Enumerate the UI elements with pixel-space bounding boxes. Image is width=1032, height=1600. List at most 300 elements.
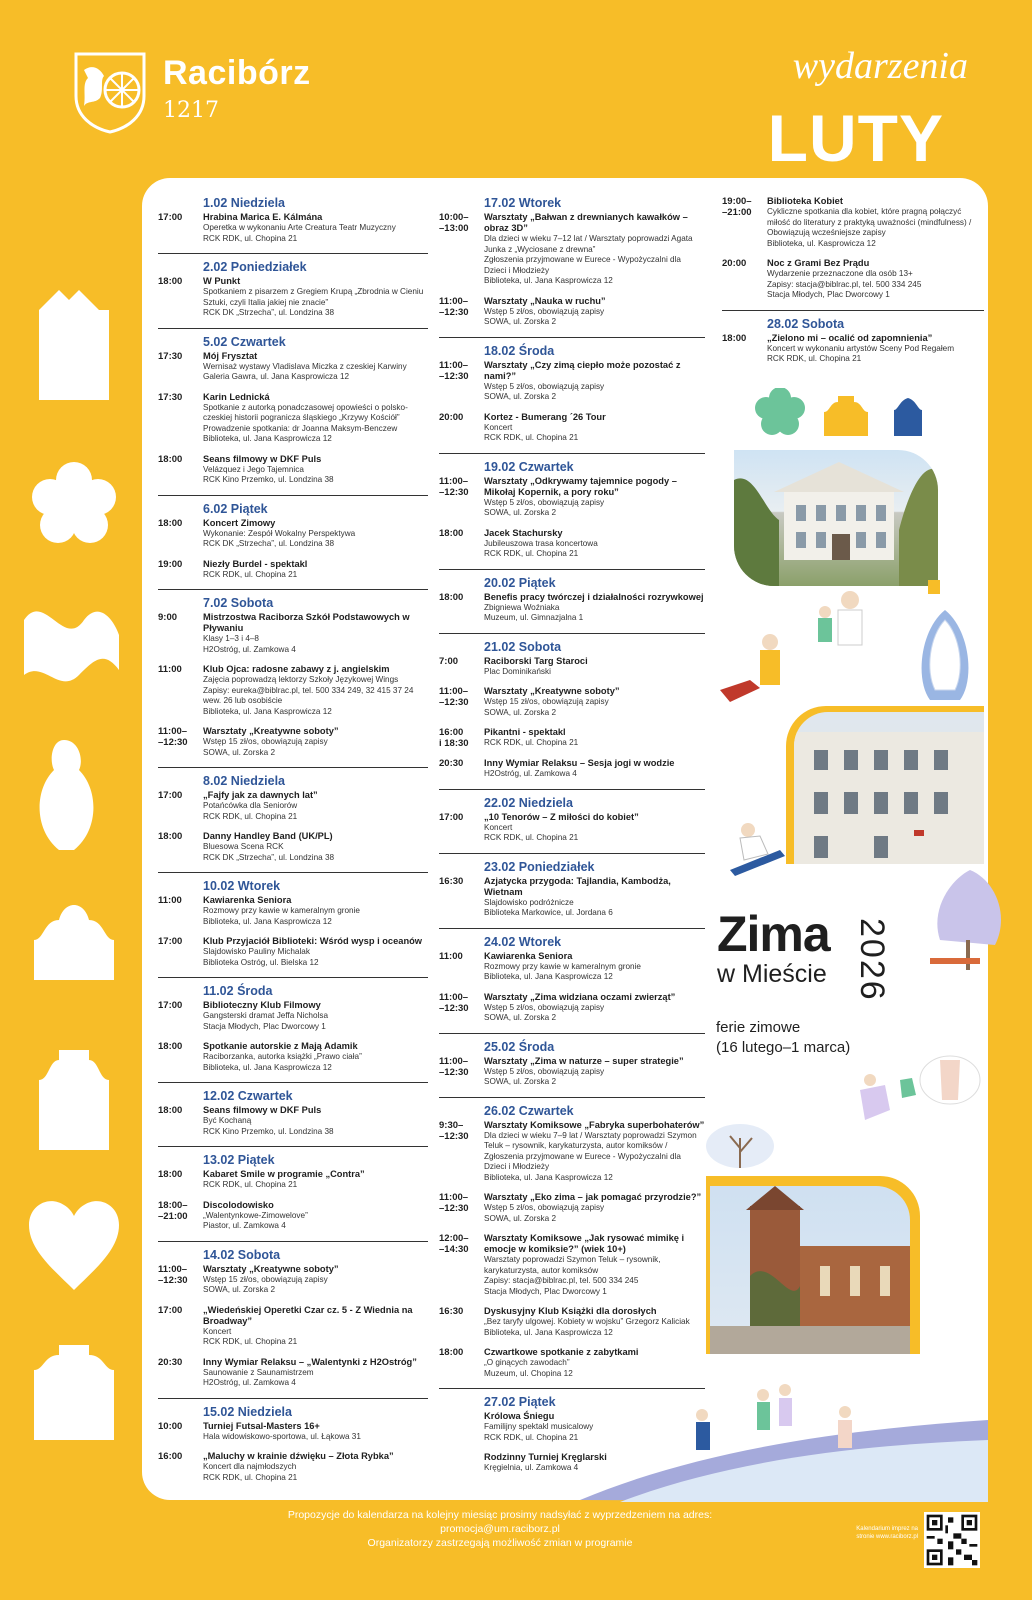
event-body — [484, 360, 705, 403]
event-detail: Wstęp 15 zł/os, obowiązują zapisy — [203, 1274, 328, 1284]
event-title: Biblioteczny Klub Filmowy — [203, 1000, 321, 1010]
event-time: 18:00 — [439, 527, 464, 539]
event-body — [203, 559, 428, 581]
event-detail: RCK RDK, ul. Chopina 21 — [484, 833, 579, 842]
event-title: Raciborski Targ Staroci — [484, 655, 588, 666]
event-detail: Rozmowy przy kawie w kameralnym gronie — [203, 906, 360, 915]
day-block — [158, 495, 428, 581]
event-body — [203, 895, 428, 927]
event-detail: „Bez taryfy ulgowej. Kobiety w wojsku” Grzegorz Kaliciak — [484, 1317, 690, 1326]
event-item[interactable] — [439, 1056, 705, 1088]
event-body — [203, 392, 428, 445]
event-detail: Potańcówka dla Seniorów — [203, 801, 298, 810]
event-time: 11:00– –12:30 — [439, 1192, 469, 1214]
event-body — [484, 727, 705, 749]
event-detail: RCK DK „Strzecha”, ul. Londzina 38 — [203, 539, 335, 548]
event-title: Benefis pracy twórczej i działalności rozrywkowej — [484, 591, 704, 602]
event-title: Kortez - Bumerang ´26 Tour — [484, 411, 606, 422]
event-title: Niezły Burdel - spektakl — [203, 558, 308, 569]
photo-church — [706, 1176, 920, 1354]
event-body — [203, 1200, 428, 1232]
events-column-3 — [722, 190, 984, 374]
event-title: Królowa Śniegu — [484, 1411, 555, 1421]
event-title: Warsztaty „Czy zimą ciepło może pozostać z nami?” — [484, 359, 681, 381]
event-time: 16:30 — [439, 1306, 464, 1317]
event-detail: Wstęp 15 zł/os, obowiązują zapisy — [484, 697, 609, 706]
event-item[interactable] — [158, 1041, 428, 1073]
event-detail: Zapisy: stacja@biblrac.pl, tel. 500 334 245 — [484, 1276, 639, 1285]
event-time: 11:00– –12:30 — [439, 295, 469, 318]
event-time: 18:00 — [158, 517, 183, 529]
event-detail: RCK RDK, ul. Chopina 21 — [203, 233, 298, 243]
event-detail: Koncert w wykonaniu artystów Sceny Pod Regałem — [767, 343, 955, 353]
event-body — [484, 296, 705, 328]
day-block — [439, 569, 705, 624]
event-title: Mój Frysztat — [203, 350, 258, 361]
event-time: 9:00 — [158, 612, 178, 623]
event-title: Warsztaty Komiksowe „Fabryka superbohaterów” — [484, 1119, 705, 1130]
event-detail: Galeria Gawra, ul. Jana Kasprowicza 12 — [203, 372, 350, 381]
sledding-illustration — [720, 810, 820, 880]
event-detail: H2Ostróg, ul. Zamkowa 4 — [484, 769, 577, 778]
event-item[interactable] — [158, 559, 428, 581]
event-item[interactable] — [439, 1120, 705, 1184]
event-detail: RCK RDK, ul. Chopina 21 — [203, 1180, 298, 1189]
day-block — [158, 767, 428, 863]
event-time: 18:00 — [158, 831, 183, 842]
event-title: W Punkt — [203, 276, 241, 286]
event-detail: Koncert — [484, 822, 513, 832]
event-detail: Warsztaty poprowadzi Szymon Teluk – rysownik, karykaturzysta, autor komiksów — [484, 1255, 661, 1275]
event-item[interactable] — [439, 727, 705, 749]
event-title: Klub Przyjaciół Biblioteki: Wśród wysp i oceanów — [203, 936, 423, 946]
promo-year: 2026 — [853, 918, 891, 1002]
day-header: 27.02 Piątek — [484, 1395, 556, 1409]
day-block — [439, 633, 705, 780]
event-detail: Muzeum, ul. Gimnazjalna 1 — [484, 613, 584, 622]
event-item[interactable] — [158, 351, 428, 383]
event-detail: Wydarzenie przeznaczone dla osób 13+ — [767, 269, 913, 278]
event-title: Rodzinny Turniej Kręglarski — [484, 1452, 607, 1462]
event-detail: RCK RDK, ul. Chopina 21 — [767, 354, 862, 363]
event-detail: RCK RDK, ul. Chopina 21 — [484, 1432, 579, 1442]
event-body — [203, 276, 428, 319]
event-item[interactable] — [158, 212, 428, 244]
event-detail: Kręgielnia, ul. Zamkowa 4 — [484, 1463, 579, 1472]
event-item[interactable] — [158, 1305, 428, 1348]
event-detail: RCK RDK, ul. Chopina 21 — [484, 549, 579, 558]
event-item[interactable] — [158, 790, 428, 822]
event-detail: Biblioteka, ul. Kasprowicza 12 — [767, 238, 876, 248]
event-title: Spotkanie autorskie z Mają Adamik — [203, 1041, 358, 1051]
event-detail: Saunowanie z Saunamistrzem — [203, 1367, 314, 1377]
event-item[interactable] — [439, 686, 705, 718]
event-time: 16:00 i 18:30 — [439, 727, 469, 749]
event-detail: SOWA, ul. Zorska 2 — [203, 747, 276, 757]
event-body — [484, 1120, 705, 1184]
event-detail: SOWA, ul. Zorska 2 — [484, 508, 557, 517]
day-block — [158, 1082, 428, 1137]
day-block — [158, 977, 428, 1073]
day-block — [439, 789, 705, 844]
event-detail: Spotkanie z autorką ponadczasowej opowieści o polsko-czeskiej historii pogranicza śląskiego „Krzywy Kościół” — [203, 402, 408, 422]
tree-bench-illustration — [930, 860, 1010, 980]
event-detail: Piastor, ul. Zamkowa 4 — [203, 1221, 286, 1230]
day-header: 18.02 Środa — [484, 343, 555, 358]
small-tree-illustration — [700, 1118, 780, 1178]
event-detail: RCK RDK, ul. Chopina 21 — [484, 433, 579, 442]
event-time: 17:30 — [158, 350, 183, 362]
day-header: 1.02 Niedziela — [203, 196, 285, 210]
event-title: Warsztaty „Bałwan z drewnianych kawałków – obraz 3D” — [484, 212, 688, 233]
day-block — [439, 928, 705, 1024]
event-title: Hrabina Marica E. Kálmána — [203, 212, 323, 222]
event-item[interactable] — [439, 592, 705, 624]
event-body — [203, 1000, 428, 1032]
event-item[interactable] — [439, 360, 705, 403]
event-item[interactable] — [439, 476, 705, 519]
event-detail: Biblioteka, ul. Jana Kasprowicza 12 — [484, 1172, 613, 1182]
event-body — [203, 454, 428, 486]
day-header: 28.02 Sobota — [767, 316, 845, 331]
event-time: 18:00 — [439, 591, 464, 603]
event-body — [203, 1421, 428, 1443]
event-body — [484, 951, 705, 983]
event-item[interactable] — [439, 758, 705, 780]
event-title: Kabaret Smile w programie „Contra” — [203, 1169, 365, 1179]
event-detail: RCK RDK, ul. Chopina 21 — [203, 1472, 298, 1482]
event-time: 18:00– –21:00 — [158, 1199, 188, 1222]
event-detail: Dla dzieci w wieku 7–12 lat / Warsztaty poprowadzi Agata Junka z „Wyciosane z drewna” — [484, 234, 693, 254]
event-detail: SOWA, ul. Zorska 2 — [203, 1285, 276, 1294]
event-time: 18:00 — [158, 1169, 183, 1180]
event-body — [767, 258, 984, 301]
event-detail: Muzeum, ul. Chopina 12 — [484, 1368, 573, 1378]
event-time: 16:30 — [439, 875, 464, 887]
event-detail: Koncert — [484, 422, 513, 432]
event-title: „10 Tenorów – Z miłości do kobiet” — [484, 811, 639, 822]
day-header: 19.02 Czwartek — [484, 459, 574, 474]
event-item[interactable] — [158, 1169, 428, 1191]
day-block — [439, 1097, 705, 1380]
event-detail: Wstęp 5 zł/os, obowiązują zapisy — [484, 306, 605, 316]
event-item[interactable] — [158, 1264, 428, 1296]
event-item[interactable] — [158, 454, 428, 486]
event-detail: RCK RDK, ul. Chopina 21 — [203, 1337, 298, 1346]
event-title: „Wiedeńskiej Operetki Czar cz. 5 - Z Wiednia na Broadway” — [203, 1304, 413, 1326]
event-time: 20:00 — [722, 258, 747, 269]
event-body — [203, 612, 428, 655]
event-body — [767, 333, 984, 365]
event-detail: Wstęp 5 zł/os, obowiązują zapisy — [484, 1002, 605, 1012]
event-item[interactable] — [158, 1421, 428, 1443]
day-header: 8.02 Niedziela — [203, 774, 285, 788]
event-item[interactable] — [439, 992, 705, 1024]
event-item[interactable] — [439, 296, 705, 328]
event-time: 12:00– –14:30 — [439, 1233, 469, 1255]
event-time: 19:00– –21:00 — [722, 196, 752, 218]
event-item[interactable] — [158, 518, 428, 550]
event-title: Klub Ojca: radosne zabawy z j. angielskim — [203, 664, 390, 674]
photo-palace — [734, 450, 938, 586]
event-body — [484, 528, 705, 560]
event-time: 20:00 — [439, 411, 464, 423]
event-title: Discolodowisko — [203, 1199, 274, 1210]
event-detail: Biblioteka, ul. Jana Kasprowicza 12 — [484, 276, 613, 285]
event-time: 11:00– –12:30 — [439, 475, 469, 498]
day-header: 22.02 Niedziela — [484, 795, 573, 810]
event-title: Koncert Zimowy — [203, 517, 276, 528]
event-time: 11:00 — [158, 895, 182, 906]
event-item[interactable] — [158, 726, 428, 758]
event-time: 7:00 — [439, 655, 459, 667]
event-detail: Koncert — [203, 1326, 232, 1336]
decorative-shapes-strip — [24, 290, 124, 1450]
skating-rink-illustration — [580, 1360, 988, 1502]
qr-code-icon[interactable] — [924, 1512, 980, 1568]
event-time: 10:00 — [158, 1420, 183, 1432]
event-time: 11:00– –12:30 — [439, 686, 469, 708]
day-header: 7.02 Sobota — [203, 596, 274, 610]
event-detail: Jubileuszowa trasa koncertowa — [484, 538, 598, 548]
event-time: 19:00 — [158, 558, 183, 570]
event-body — [484, 412, 705, 444]
event-title: Warsztaty „Eko zima – jak pomagać przyrodzie?” — [484, 1192, 702, 1202]
winter-people-illustration — [720, 590, 980, 710]
day-block — [439, 1033, 705, 1088]
event-title: Danny Handley Band (UK/PL) — [203, 831, 333, 841]
city-crest-logo — [70, 50, 150, 134]
event-detail: SOWA, ul. Zorska 2 — [484, 707, 557, 717]
event-time — [439, 1411, 484, 1443]
day-block — [158, 589, 428, 758]
event-item[interactable] — [439, 656, 705, 678]
event-detail: „Walentynkowe-Zimowelove” — [203, 1210, 308, 1220]
day-header: 12.02 Czwartek — [203, 1089, 293, 1103]
event-detail: Hala widowiskowo-sportowa, ul. Łąkowa 31 — [203, 1431, 361, 1441]
event-time: 17:00 — [158, 1000, 183, 1011]
event-title: Mistrzostwa Raciborza Szkół Podstawowych w Pływaniu — [203, 612, 410, 633]
event-detail: Wstęp 5 zł/os, obowiązują zapisy — [484, 497, 605, 507]
event-item[interactable] — [439, 412, 705, 444]
event-item[interactable] — [158, 831, 428, 863]
event-item[interactable] — [158, 1451, 428, 1483]
event-item[interactable] — [158, 664, 428, 717]
event-body — [203, 790, 428, 822]
event-body — [484, 876, 705, 919]
event-detail: Wstęp 5 zł/os, obowiązują zapisy — [484, 1203, 605, 1212]
day-block — [439, 853, 705, 919]
event-time: 9:30– –12:30 — [439, 1119, 469, 1142]
event-detail: Biblioteka, ul. Jana Kasprowicza 12 — [203, 706, 332, 716]
event-item[interactable] — [439, 812, 705, 844]
event-detail: Plac Dominikański — [484, 666, 551, 676]
event-detail: SOWA, ul. Zorska 2 — [484, 1013, 557, 1022]
event-title: Seans filmowy w DKF Puls — [203, 1105, 322, 1115]
event-title: „Maluchy w krainie dźwięku – Złota Rybka” — [203, 1451, 394, 1461]
event-title: „Zielono mi – ocalić od zapomnienia” — [767, 332, 933, 343]
snow-angels-illustration — [840, 1040, 990, 1140]
event-detail: Stacja Młodych, Plac Dworcowy 1 — [203, 1021, 326, 1031]
event-title: Turniej Futsal-Masters 16+ — [203, 1420, 320, 1431]
event-detail: Biblioteka, ul. Jana Kasprowicza 12 — [484, 1327, 613, 1337]
footer-note — [200, 1508, 800, 1550]
event-detail: Zajęcia poprowadzą lektorzy Szkoły Językowej Wings — [203, 675, 399, 684]
event-title: Biblioteka Kobiet — [767, 196, 843, 206]
event-body — [203, 726, 428, 758]
event-title: „Fajfy jak za dawnych lat” — [203, 790, 318, 800]
event-title: Czwartkowe spotkanie z zabytkami — [484, 1347, 639, 1357]
event-detail: H2Ostróg, ul. Zamkowa 4 — [203, 644, 296, 654]
event-item[interactable] — [439, 1233, 705, 1297]
event-detail: Biblioteka Markowice, ul. Jordana 6 — [484, 908, 613, 917]
event-body — [484, 1056, 705, 1088]
event-time: 11:00 — [439, 950, 463, 962]
footer-email[interactable]: promocja@um.raciborz.pl — [440, 1523, 560, 1535]
event-item[interactable] — [722, 196, 984, 249]
event-title: Warsztaty „Odkrywamy tajemnice pogody – Mikołaj Kopernik, a pory roku” — [484, 475, 677, 497]
event-time: 11:00– –12:30 — [158, 726, 188, 748]
event-body — [203, 1041, 428, 1073]
event-detail: Stacja Młodych, Plac Dworcowy 1 — [767, 290, 890, 299]
event-body — [203, 1451, 428, 1483]
event-detail: SOWA, ul. Zorska 2 — [484, 392, 557, 401]
colored-shapes-icon — [752, 388, 932, 438]
event-body — [484, 212, 705, 287]
event-detail: Prowadzenie spotkania: dr Joanna Maksym-Benczew — [203, 423, 398, 433]
event-item[interactable] — [158, 1357, 428, 1389]
day-block — [158, 253, 428, 319]
event-detail: Zapisy: eureka@biblrac.pl, tel. 500 334 249, 32 415 37 24 wew. 26 lub osobiście — [203, 685, 414, 705]
event-detail: „O ginących zawodach” — [484, 1358, 570, 1367]
event-body — [203, 831, 428, 863]
event-body — [484, 758, 705, 780]
event-item[interactable] — [158, 392, 428, 445]
event-body — [484, 592, 705, 624]
event-item[interactable] — [439, 1192, 705, 1224]
day-block — [158, 1398, 428, 1484]
day-block — [439, 337, 705, 444]
city-name: Racibórz — [163, 54, 311, 92]
event-title: Kawiarenka Seniora — [203, 895, 292, 905]
event-item[interactable] — [158, 276, 428, 319]
event-body — [203, 1105, 428, 1137]
event-body — [203, 664, 428, 717]
event-time: 16:00 — [158, 1451, 183, 1462]
event-time: 17:00 — [158, 790, 183, 801]
event-body — [203, 212, 428, 244]
event-item[interactable] — [158, 1200, 428, 1232]
event-detail: Klasy 1–3 i 4–8 — [203, 634, 259, 643]
day-block — [158, 872, 428, 968]
event-title: Inny Wymiar Relaksu – „Walentynki z H2Ostróg” — [203, 1356, 417, 1367]
event-detail: Zbigniewa Woźniaka — [484, 602, 560, 612]
event-body — [484, 992, 705, 1024]
day-block — [439, 453, 705, 560]
event-detail: Być Kochaną — [203, 1116, 252, 1125]
event-item[interactable] — [439, 951, 705, 983]
day-header: 15.02 Niedziela — [203, 1404, 292, 1419]
day-block — [158, 196, 428, 244]
event-detail: RCK RDK, ul. Chopina 21 — [484, 738, 579, 747]
event-title: Noc z Grami Bez Prądu — [767, 258, 870, 268]
event-title: Karin Lednická — [203, 391, 270, 402]
event-item[interactable] — [158, 1000, 428, 1032]
event-item[interactable] — [158, 936, 428, 968]
event-detail: Cykliczne spotkania dla kobiet, które pragną połączyć miłość do literatury z praktyką uważności (mindfulness) / Obowiązują wcześniejsze zapisy — [767, 207, 972, 237]
event-detail: Wstęp 5 zł/os, obowiązują zapisy — [484, 1066, 605, 1076]
event-item[interactable] — [439, 212, 705, 287]
event-time: 11:00– –12:30 — [158, 1263, 188, 1286]
event-time: 11:00– –12:30 — [439, 359, 469, 382]
event-time: 18:00 — [158, 276, 183, 287]
event-title: Warsztaty „Kreatywne soboty” — [203, 1263, 339, 1274]
event-item[interactable] — [439, 876, 705, 919]
event-detail: Wstęp 5 zł/os, obowiązują zapisy — [484, 381, 605, 391]
event-body — [484, 1192, 705, 1224]
event-body — [767, 196, 984, 249]
event-body — [203, 351, 428, 383]
footer-line3: Organizatorzy zastrzegają możliwość zmian w programie — [367, 1537, 633, 1549]
event-body — [203, 1264, 428, 1296]
event-title: Kawiarenka Seniora — [484, 950, 573, 961]
event-item[interactable] — [722, 258, 984, 301]
event-time: 18:00 — [158, 453, 183, 465]
event-item[interactable] — [158, 612, 428, 655]
event-detail: Biblioteka Ostróg, ul. Bielska 12 — [203, 957, 319, 967]
day-header: 13.02 Piątek — [203, 1153, 275, 1167]
event-title: Pikantni - spektakl — [484, 727, 566, 737]
event-item[interactable] — [439, 528, 705, 560]
day-block — [158, 1241, 428, 1389]
event-time: 20:30 — [439, 758, 464, 769]
event-item[interactable] — [722, 333, 984, 365]
event-body — [203, 1357, 428, 1389]
event-title: Warsztaty „Kreatywne soboty” — [484, 686, 620, 696]
event-detail: Raciborzanka, autorka książki „Prawo ciała” — [203, 1052, 362, 1061]
event-detail: Slajdowisko Pauliny Michalak — [203, 947, 310, 956]
event-time: 11:00 — [158, 664, 182, 675]
event-body — [484, 812, 705, 844]
event-detail: Rozmowy przy kawie w kameralnym gronie — [484, 961, 641, 971]
event-title: Azjatycka przygoda: Tajlandia, Kambodża, Wietnam — [484, 875, 671, 897]
promo-ferie-line1: ferie zimowe — [716, 1019, 801, 1036]
event-item[interactable] — [158, 895, 428, 927]
event-item[interactable] — [158, 1105, 428, 1137]
day-block — [722, 196, 984, 301]
event-title: Inny Wymiar Relaksu – Sesja jogi w wodzie — [484, 758, 675, 768]
event-time: 11:00– –12:30 — [439, 1055, 469, 1078]
event-time: 17:00 — [158, 212, 183, 223]
event-detail: RCK RDK, ul. Chopina 21 — [203, 811, 298, 821]
event-detail: Zapisy: stacja@biblrac.pl, tel. 500 334 245 — [767, 279, 922, 289]
event-body — [484, 476, 705, 519]
event-title: Dyskusyjny Klub Książki dla dorosłych — [484, 1306, 657, 1316]
event-detail: RCK Kino Przemko, ul. Londzina 38 — [203, 1126, 334, 1136]
day-block — [158, 1146, 428, 1232]
event-detail: Biblioteka, ul. Jana Kasprowicza 12 — [203, 1062, 332, 1072]
day-header: 21.02 Sobota — [484, 639, 562, 654]
day-header: 25.02 Środa — [484, 1039, 555, 1054]
event-detail: Wernisaż wystawy Vladislava Miczka z czeskiej Karwiny — [203, 361, 407, 371]
promo-title: Zima — [717, 906, 830, 962]
event-time: 17:30 — [158, 391, 183, 403]
event-item[interactable] — [439, 1306, 705, 1338]
event-time: 11:00– –12:30 — [439, 991, 469, 1014]
event-body — [484, 686, 705, 718]
day-header: 14.02 Sobota — [203, 1247, 281, 1262]
event-time: 18:00 — [722, 332, 747, 344]
